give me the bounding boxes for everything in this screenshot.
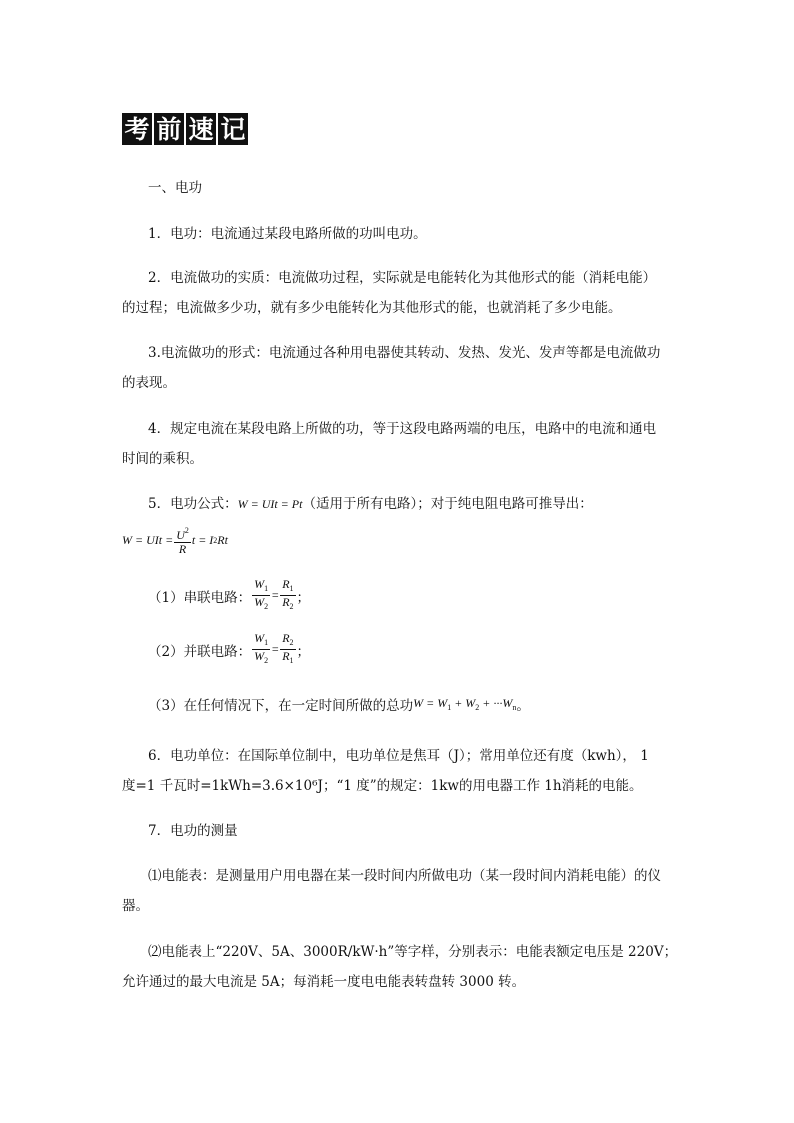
total-work <box>148 694 530 714</box>
formula-pure-resistance <box>122 524 228 556</box>
symbol: R <box>282 595 290 609</box>
paragraph-3-line-2: 的表现。 <box>122 375 176 391</box>
subscript: 2 <box>264 602 269 611</box>
paragraph-7-2-line-2: 允许通过的最大电流是 5A；每消耗一度电电能表转盘转 3000 转。 <box>122 974 526 990</box>
period: 。 <box>516 698 530 714</box>
symbol: R <box>282 577 290 591</box>
paragraph-7-heading: 7．电功的测量 <box>148 823 238 839</box>
formula-part: W = W <box>413 696 448 710</box>
paragraph-4-line-2: 时间的乘积。 <box>122 451 203 467</box>
equals: = <box>271 588 280 602</box>
subscript: 2 <box>475 703 480 712</box>
semicolon: ； <box>296 589 311 606</box>
symbol: W <box>254 631 265 645</box>
series-circuit-ratio <box>148 578 310 613</box>
fraction-w1-w2 <box>252 578 270 613</box>
paragraph-7-1-line-1: ⑴电能表：是测量用户用电器在某一段时间内所做电功（某一段时间内消耗电能）的仪 <box>148 868 661 884</box>
subscript: n <box>512 703 517 712</box>
badge-char: 考 <box>122 113 152 145</box>
symbol: W <box>254 595 265 609</box>
formula-part: t = I <box>191 532 214 547</box>
paragraph-6-line-1: 6．电功单位：在国际单位制中，电功单位是焦耳（J）；常用单位还有度（kwh）， 1 <box>148 748 649 764</box>
paragraph-1: 1．电功：电流通过某段电路所做的功叫电功。 <box>148 226 427 242</box>
section-heading: 一、电功 <box>148 180 202 196</box>
fraction-r2-r1 <box>280 632 295 667</box>
subscript: 2 <box>289 602 294 611</box>
semicolon: ； <box>296 643 311 660</box>
superscript: 2 <box>184 526 189 535</box>
subscript: 1 <box>289 656 294 665</box>
symbol: R <box>282 631 290 645</box>
superscript: 2 <box>213 535 218 545</box>
paragraph-5 <box>148 494 593 514</box>
fraction-r1-r2 <box>280 578 295 613</box>
p5-prefix: 5．电功公式： <box>148 496 238 512</box>
subscript: 1 <box>289 584 294 593</box>
exam-memo-badge <box>122 113 248 145</box>
symbol: R <box>282 649 290 663</box>
subscript: 1 <box>264 584 269 593</box>
p5-suffix: （适用于所有电路）；对于纯电阻电路可推导出： <box>302 496 593 512</box>
symbol: W <box>254 577 265 591</box>
badge-char: 前 <box>154 113 184 145</box>
formula-part: + W <box>451 696 476 710</box>
formula-part: Rt <box>217 532 228 547</box>
paragraph-2-line-2: 的过程；电流做多少功，就有多少电能转化为其他形式的能，也就消耗了多少电能。 <box>122 300 622 316</box>
series-label: （1）串联电路： <box>148 589 252 606</box>
formula-part: W = UIt = <box>122 532 174 547</box>
subscript: 2 <box>289 638 294 647</box>
parallel-circuit-ratio <box>148 632 310 667</box>
subscript: 2 <box>264 656 269 665</box>
paragraph-4-line-1: 4．规定电流在某段电路上所做的功，等于这段电路两端的电压，电路中的电流和通电 <box>148 421 657 437</box>
paragraph-6-line-2: 度=1 千瓦时=1kWh=3.6×10⁶J；“1 度”的规定：1kw的用电器工作 1h消耗的电能。 <box>122 778 643 794</box>
formula-w-uit-pt: W = UIt = Pt <box>237 497 303 511</box>
paragraph-7-2-line-1: ⑵电能表上“220V、5A、3000R/kW·h”等字样，分别表示：电能表额定电压是 220V； <box>148 944 678 960</box>
subscript: 1 <box>447 703 452 712</box>
fraction-w1-w2 <box>252 632 270 667</box>
symbol: W <box>254 649 265 663</box>
total-work-label: （3）在任何情况下，在一定时间所做的总功 <box>148 698 414 714</box>
paragraph-7-1-line-2: 器。 <box>122 898 149 914</box>
equals: = <box>271 642 280 656</box>
numerator: U <box>176 528 185 542</box>
badge-char: 速 <box>186 113 216 145</box>
paragraph-3-line-1: 3.电流做功的形式：电流通过各种用电器使其转动、发热、发光、发声等都是电流做功 <box>148 345 661 361</box>
badge-char: 记 <box>218 113 248 145</box>
denominator: R <box>178 542 187 556</box>
parallel-label: （2）并联电路： <box>148 643 252 660</box>
paragraph-2-line-1: 2．电流做功的实质：电流做功过程，实际就是电能转化为其他形式的能（消耗电能） <box>148 270 657 286</box>
subscript: 1 <box>264 638 269 647</box>
formula-part: + ···W <box>479 696 513 710</box>
fraction-u2-over-r <box>174 524 191 556</box>
